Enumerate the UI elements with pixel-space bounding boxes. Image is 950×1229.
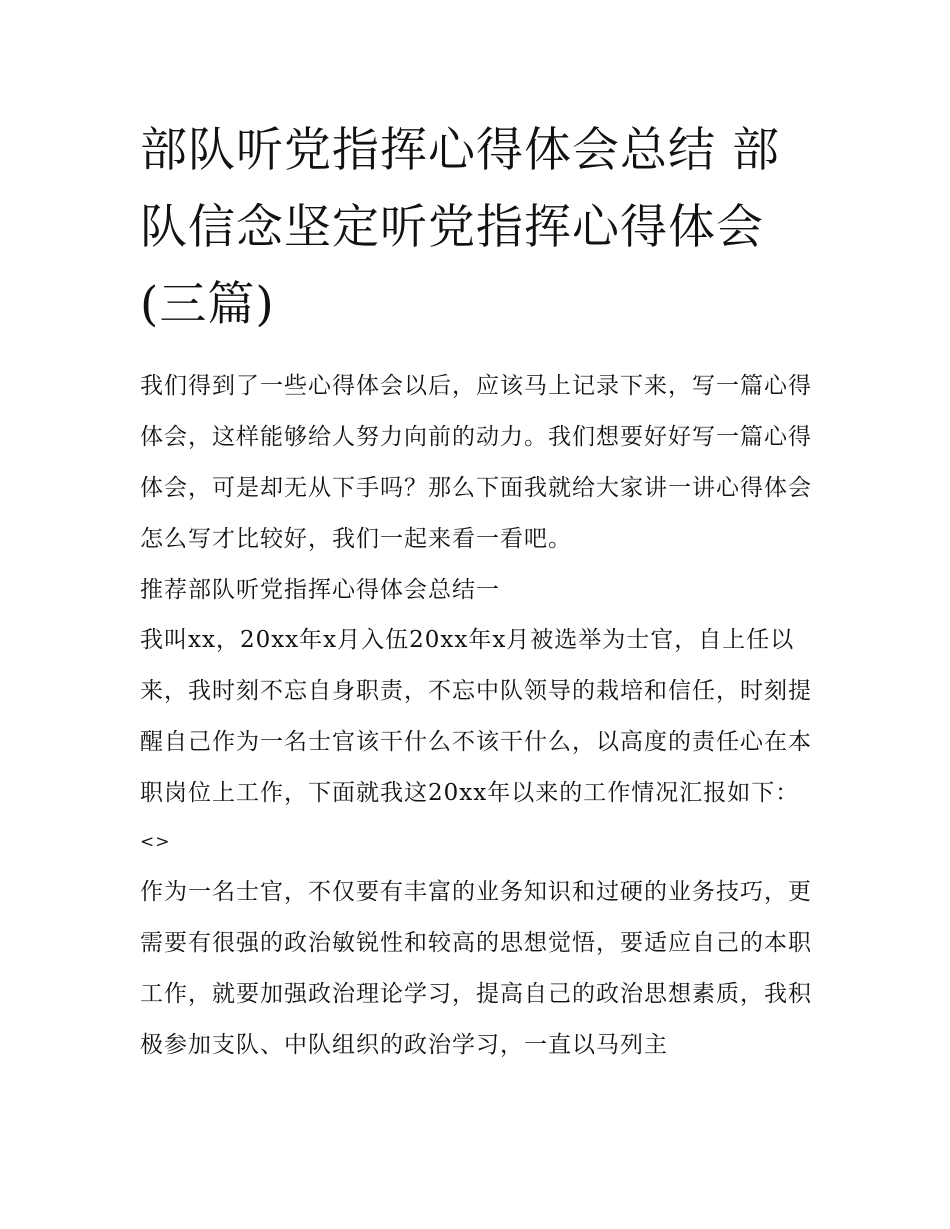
intro-paragraph: 我们得到了一些心得体会以后，应该马上记录下来，写一篇心得体会，这样能够给人努力向前的动力。我们想要好好写一篇心得体会，可是却无从下手吗？那么下面我就给大家讲一讲心得体会怎么写才比较好，我们一起来看一看吧。 bbox=[140, 373, 812, 552]
placeholder-symbol: <> bbox=[140, 832, 171, 852]
section-heading: 推荐部队听党指挥心得体会总结一 bbox=[140, 577, 500, 603]
document-content bbox=[140, 112, 820, 1071]
document-title: 部队听党指挥心得体会总结 部队信念坚定听党指挥心得体会(三篇) bbox=[140, 123, 780, 332]
body-paragraph-1: 我叫xx，20xx年x月入伍20xx年x月被选举为士官，自上任以来，我时刻不忘自身职责，不忘中队领导的栽培和信任，时刻提醒自己作为一名士官该干什么不该干什么，以高度的责任心在本职岗位上工作，下面就我这20xx年以来的工作情况汇报如下： bbox=[140, 627, 812, 806]
body-paragraph-2: 作为一名士官，不仅要有丰富的业务知识和过硬的业务技巧，更需要有很强的政治敏锐性和较高的思想觉悟，要适应自己的本职工作，就要加强政治理论学习，提高自己的政治思想素质，我积极参加支队、中队组织的政治学习，一直以马列主 bbox=[140, 879, 812, 1058]
document-body bbox=[140, 361, 820, 1071]
